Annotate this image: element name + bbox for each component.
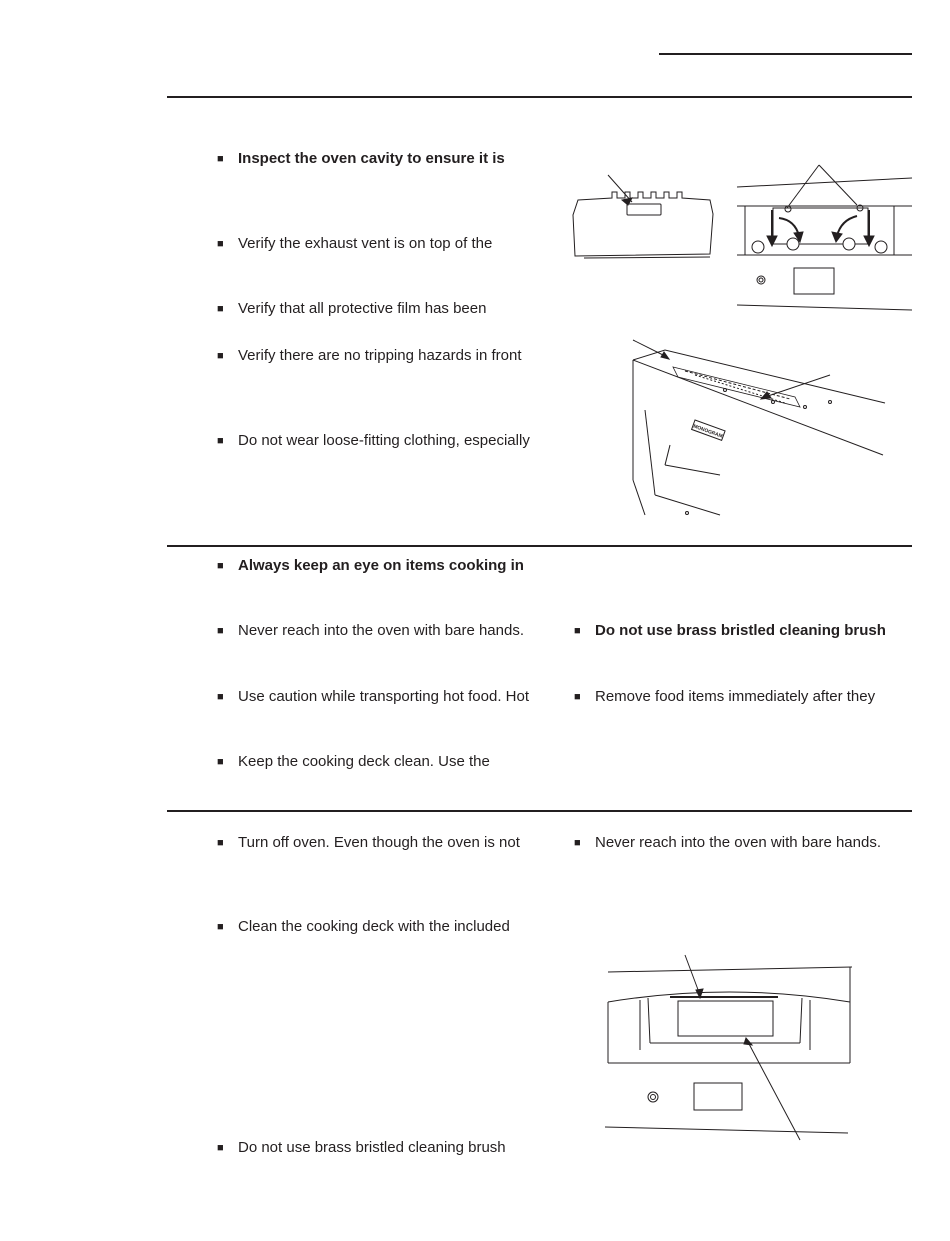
bullet-icon: ■: [574, 691, 581, 703]
brand-badge: MONOGRAM: [692, 423, 724, 440]
list-item-text: Remove food items immediately after they: [595, 688, 876, 705]
vent-cover-icon: [570, 170, 720, 265]
bullet-icon: ■: [217, 1142, 224, 1154]
list-item-text: Never reach into the oven with bare hands.: [238, 622, 525, 639]
bullet-icon: ■: [217, 691, 224, 703]
list-item-text: Keep the cooking deck clean. Use the: [238, 753, 490, 770]
list-item-text: Verify there are no tripping hazards in front: [238, 347, 522, 364]
list-item-text: Do not use brass bristled cleaning brush: [238, 1139, 506, 1156]
section-divider: [167, 810, 912, 812]
list-item-text: Always keep an eye on items cooking in: [238, 557, 524, 574]
list-item-text: Do not wear loose-fitting clothing, especially: [238, 432, 530, 449]
list-item-text: Do not use brass bristled cleaning brush: [595, 622, 886, 639]
list-item-text: Never reach into the oven with bare hands.: [595, 834, 882, 851]
bullet-icon: ■: [217, 303, 224, 315]
bullet-icon: ■: [217, 435, 224, 447]
bullet-icon: ■: [217, 837, 224, 849]
list-item-text: Verify that all protective film has been: [238, 300, 487, 317]
bullet-icon: ■: [217, 756, 224, 768]
bullet-icon: ■: [217, 238, 224, 250]
list-item-text: Use caution while transporting hot food. Hot: [238, 688, 529, 705]
list-item-text: Turn off oven. Even though the oven is not: [238, 834, 520, 851]
bullet-icon: ■: [217, 153, 224, 165]
header-short-rule: [659, 53, 912, 55]
list-item-text: Clean the cooking deck with the included: [238, 918, 510, 935]
section-divider: [167, 545, 912, 547]
oven-front-icon: [737, 160, 912, 315]
bullet-icon: ■: [217, 625, 224, 637]
list-item-text: Verify the exhaust vent is on top of the: [238, 235, 493, 252]
bullet-icon: ■: [217, 921, 224, 933]
list-item-text: Inspect the oven cavity to ensure it is: [238, 150, 505, 167]
bullet-icon: ■: [217, 560, 224, 572]
oven-cavity-icon: [600, 950, 855, 1145]
bullet-icon: ■: [574, 837, 581, 849]
header-rule: [167, 96, 912, 98]
bullet-icon: ■: [574, 625, 581, 637]
oven-angled-icon: [625, 335, 890, 520]
bullet-icon: ■: [217, 350, 224, 362]
